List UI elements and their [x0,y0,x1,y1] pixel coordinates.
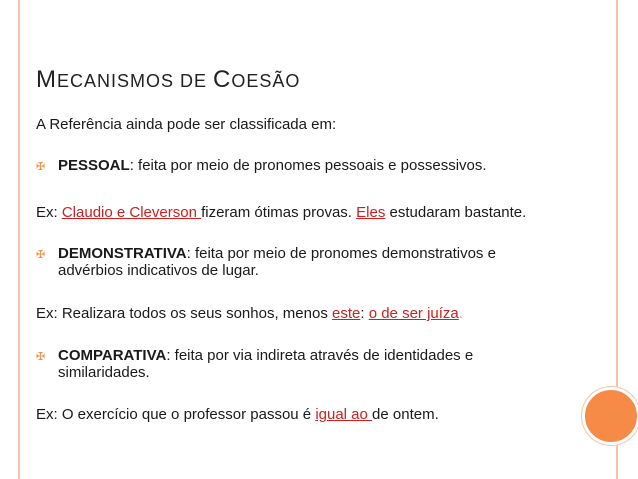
bullet-icon: ✠ [36,249,46,261]
left-frame-line [18,0,20,479]
bullet-icon: ✠ [36,161,46,173]
list-item-pessoal: PESSOAL: feita por meio de pronomes pessoais e possessivos. [58,157,487,174]
bullet-icon: ✠ [36,351,46,363]
example-comparativa: Ex: O exercício que o professor passou é igual ao de ontem. [36,406,439,423]
intro-text: A Referência ainda pode ser classificada em: [36,116,337,133]
list-item-comparativa-cont: similaridades. [58,364,150,381]
example-pessoal: Ex: Claudio e Cleverson fizeram ótimas provas. Eles estudaram bastante. [36,204,527,221]
decorative-circle [582,387,638,445]
slide-title: MECANISMOS DE COESÃO [36,66,301,93]
list-item-comparativa: COMPARATIVA: feita por via indireta através de identidades e [58,347,474,364]
list-item-demonstrativa: DEMONSTRATIVA: feita por meio de pronomes demonstrativos e [58,245,496,262]
list-item-demonstrativa-cont: advérbios indicativos de lugar. [58,262,259,279]
example-demonstrativa: Ex: Realizara todos os seus sonhos, menos este: o de ser juíza. [36,305,463,322]
